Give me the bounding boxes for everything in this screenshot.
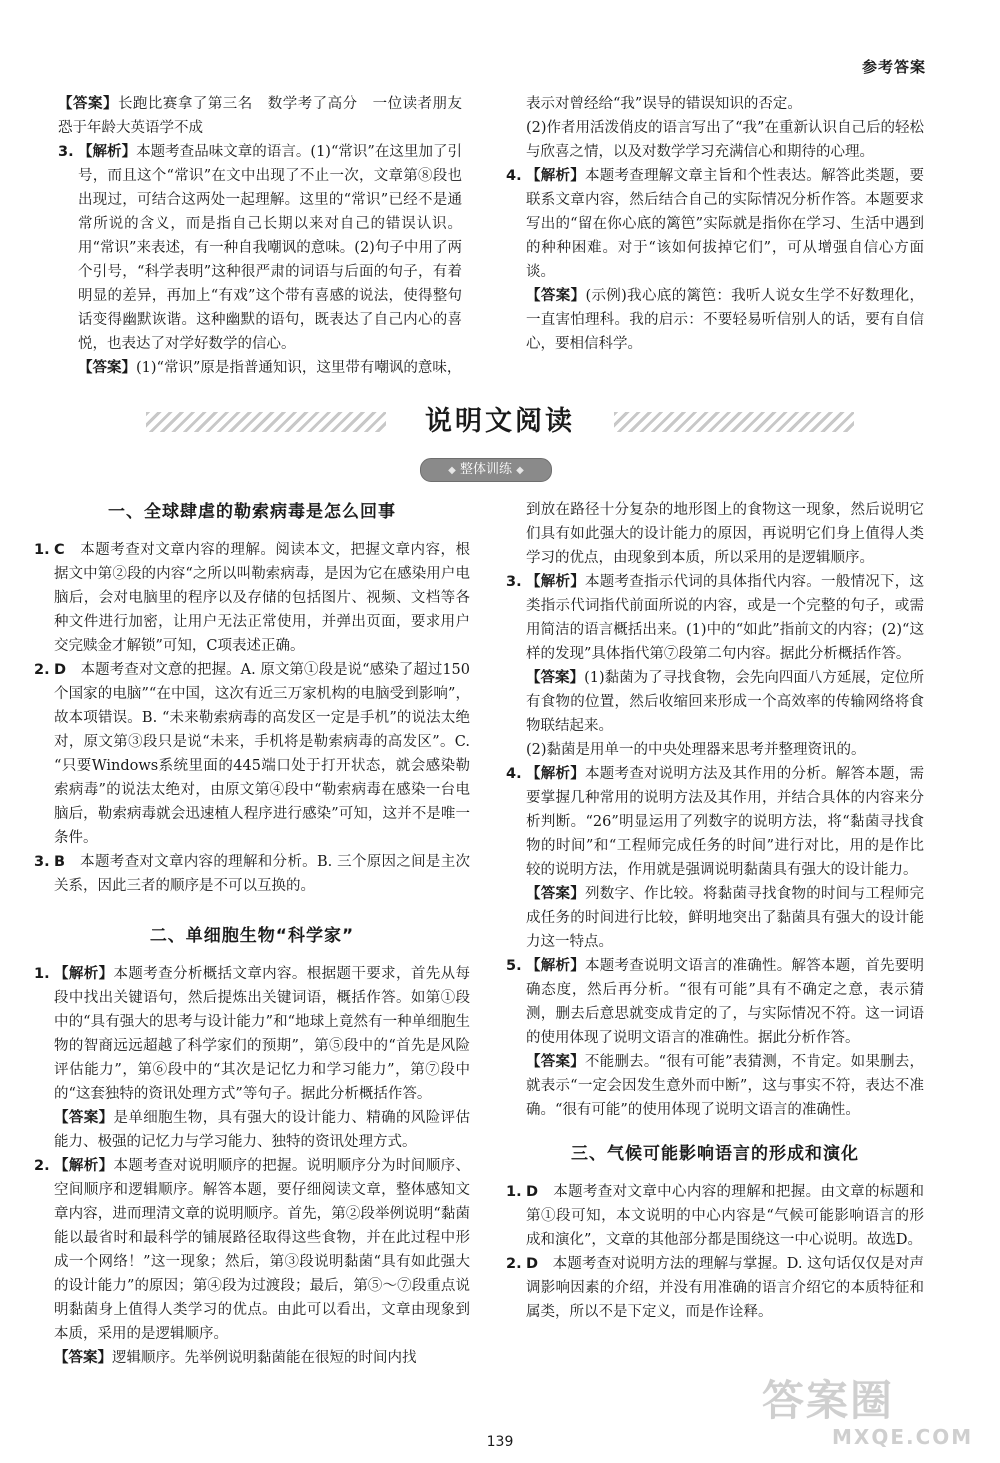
answer-tag: 【答案】: [526, 670, 585, 686]
bottom-right-column: [506, 498, 924, 1324]
page-number: 139: [486, 1434, 514, 1450]
banner-title: 说明文阅读: [390, 402, 610, 442]
answer-tag: 【答案】: [78, 360, 136, 376]
question-number: 3.: [58, 144, 74, 160]
analysis-text: 本题考查说明文语言的准确性。解答本题，首先要明确态度，然后再分析。“很有可能”具有不确定之意，表示猜测，删去后意思就变成肯定的了，与实际情况不符。这一词语的使用体现了说明文语言的准确性。据此分析作答。: [526, 958, 924, 1046]
question-item: [506, 570, 924, 762]
top-left-column: [58, 92, 462, 380]
answer-paragraph: 【答案】长跑比赛拿了第三名 数学考了高分 一位读者朋友恐于年龄大英语学不成: [58, 96, 463, 136]
answer-tag: 【答案】: [526, 1054, 585, 1070]
section-banner: [146, 402, 854, 442]
continued-text: 表示对曾经给“我”误导的错误知识的否定。: [526, 96, 802, 112]
analysis-text: 本题考查品味文章的语言。(1)“常识”在这里加了引号，而且这个“常识”在文中出现了不止一次，文章第⑧段也出现过，可结合这两处一起理解。这里的“常识”已经不是通常所说的含义，而是指自己长期以来对自己的错误认识。用“常识”来表述，有一种自我嘲讽的意味。(2)句子中用了两个引号，“科学表明”这种很严肃的词语与后面的句子，有着明显的差异，再加上“有戏”这个带有喜感的说法，使得整句话变得幽默诙谐。这种幽默的语句，既表达了自己内心的喜悦，也表达了对学好数学的信心。: [78, 144, 462, 352]
answer-tag: 【答案】: [526, 288, 586, 304]
page-header: 参考答案: [861, 58, 926, 76]
continued-text: 到放在路径十分复杂的地形图上的食物这一现象，然后说明它们具有如此强大的设计能力的原因，再说明它们身上值得人类学习的优点，由现象到本质，所以采用的是逻辑顺序。: [526, 502, 924, 566]
question-item: [34, 850, 470, 898]
answer-text: (2)黏菌是用单一的中央处理器来思考并整理资讯的。: [526, 742, 866, 758]
analysis-text: 本题考查指示代词的具体指代内容。一般情况下，这类指示代词指代前面所说的内容，或是一个完整的句子，或需用简洁的语言概括出来。(1)中的“如此”指前文的内容；(2)“这样的发现”具体指代第⑦段第二句内容。据此分析概括作答。: [526, 574, 924, 662]
analysis-text: 本题考查对文章内容的理解。阅读本文，把握文章内容，根据文中第②段的内容“之所以叫勒索病毒，是因为它在感染用户电脑后，会对电脑里的程序以及存储的包括图片、视频、文档等各种文件进行加密，让用户无法正常使用，并弹出页面，要求用户交完赎金才解锁”可知，C项表述正确。: [54, 542, 471, 654]
analysis-tag: 【解析】: [526, 766, 585, 782]
question-number: 2.: [34, 1158, 50, 1174]
question-item: [506, 1180, 924, 1252]
question-item: [506, 954, 924, 1122]
answer-text: (1)“常识”原是指普通知识，这里带有嘲讽的意味，: [136, 360, 462, 376]
analysis-tag: 【解析】: [78, 144, 137, 160]
answer-text: 列数字、作比较。将黏菌寻找食物的时间与工程师完成任务的时间进行比较，鲜明地突出了黏菌具有强大的设计能力这一特点。: [526, 886, 924, 950]
analysis-text: 本题考查对说明方法及其作用的分析。解答本题，需要掌握几种常用的说明方法及其作用，并结合具体的内容来分析判断。“26”明显运用了列数字的说明方法，将“黏菌寻找食物的时间”和“工程师完成任务的时间”进行对比，用的是作比较的说明方法，作用就是强调说明黏菌具有强大的设计能力。: [526, 766, 924, 878]
analysis-text: 本题考查对说明方法的理解与掌握。D. 这句话仅仅是对声调影响因素的介绍，并没有用准确的语言介绍它的本质特征和属类，所以不是下定义，而是作诠释。: [526, 1256, 925, 1320]
answer-tag: 【答案】: [54, 1350, 112, 1366]
diamond-icon: ◆: [516, 465, 524, 476]
question-number: 4.: [506, 168, 522, 184]
question-number: 5.: [506, 958, 522, 974]
answer-tag: 【答案】: [54, 1110, 114, 1126]
diamond-icon: ◆: [448, 465, 456, 476]
banner-stripes-left: [146, 412, 386, 432]
answer-text: 逻辑顺序。先举例说明黏菌能在很短的时间内找: [112, 1350, 417, 1366]
question-number: 1.: [506, 1184, 522, 1200]
question-item: [34, 962, 470, 1154]
analysis-tag: 【解析】: [526, 574, 585, 590]
watermark-en: MXQE.COM: [832, 1425, 974, 1449]
question-item: [58, 140, 462, 380]
choice-answer: D: [54, 662, 67, 678]
choice-answer: C: [54, 542, 65, 558]
question-item: [506, 164, 924, 356]
question-number: 3.: [506, 574, 522, 590]
analysis-text: 本题考查对说明顺序的把握。说明顺序分为时间顺序、空间顺序和逻辑顺序。解答本题，要仔细阅读文章，整体感知文章内容，进而理清文章的说明顺序。首先，第②段举例说明“黏菌能以最省时和最科学的铺展路径取得这些食物，并在此过程中形成一个网络！”这一现象；然后，第③段说明黏菌“具有如此强大的设计能力”的原因；第④段为过渡段；最后，第⑤～⑦段重点说明黏菌身上值得人类学习的优点。由此可以看出，文章由现象到本质，采用的是逻辑顺序。: [54, 1158, 471, 1342]
question-number: 1.: [34, 542, 50, 558]
analysis-text: 本题考查对文意的把握。A. 原文第①段是说“感染了超过150个国家的电脑”“在中国，这次有近三万家机构的电脑受到影响”，故本项错误。B. “未来勒索病毒的高发区一定是手机”的说法太绝对，原文第③段只是说“未来，手机将是勒索病毒的高发区”。C. “只要Windows系统里面的445端口处于打开状态，就会感染勒索病毒”的说法太绝对，由原文第④段中“勒索病毒在感染一台电脑后，勒索病毒就会迅速植人程序进行感染”可知，这并不是唯一条件。: [54, 662, 471, 846]
question-number: 2.: [34, 662, 50, 678]
bottom-left-column: [34, 494, 470, 1370]
question-number: 1.: [34, 966, 50, 982]
answer-text: 是单细胞生物，具有强大的设计能力、精确的风险评估能力、极强的记忆力与学习能力、独特的资讯处理方式。: [54, 1110, 471, 1150]
answer-tag: 【答案】: [58, 96, 118, 112]
answer-tag: 【答案】: [526, 886, 585, 902]
pill-label: 整体训练: [459, 462, 512, 477]
choice-answer: D: [526, 1184, 539, 1200]
section-title: 二、单细胞生物“科学家”: [149, 926, 355, 946]
question-item: [34, 538, 470, 658]
practice-pill: [420, 458, 552, 482]
answer-text: (示例)我心底的篱笆：我听人说女生学不好数理化，一直害怕理科。我的启示：不要轻易听信别人的话，要有自信心，要相信科学。: [526, 288, 925, 352]
answer-text: (1)黏菌为了寻找食物，会先向四面八方延展，定位所有食物的位置，然后收缩回来形成一个高效率的传输网络将食物联结起来。: [526, 670, 924, 734]
choice-answer: D: [526, 1256, 539, 1272]
answer-text: 不能删去。“很有可能”表猜测，不肯定。如果删去，就表示“一定会因发生意外而中断”，这与事实不符，表达不准确。“很有可能”的使用体现了说明文语言的准确性。: [526, 1054, 925, 1118]
section-title: 三、气候可能影响语言的形成和演化: [571, 1144, 859, 1164]
banner-stripes-right: [614, 412, 854, 432]
question-item: [506, 1252, 924, 1324]
question-item: [34, 658, 470, 850]
top-right-column: [506, 92, 924, 356]
analysis-tag: 【解析】: [54, 1158, 114, 1174]
watermark-cn: 答案圈: [762, 1376, 895, 1425]
question-number: 3.: [34, 854, 50, 870]
section-title: 一、全球肆虐的勒索病毒是怎么回事: [108, 502, 396, 522]
question-item: [34, 1154, 470, 1370]
question-number: 2.: [506, 1256, 522, 1272]
analysis-text: 本题考查对文章中心内容的理解和把握。由文章的标题和第①段可知，本文说明的中心内容是“气候可能影响语言的形成和演化”，文章的其他部分都是围绕这一中心说明。故选D。: [526, 1184, 925, 1248]
analysis-tag: 【解析】: [526, 958, 585, 974]
analysis-tag: 【解析】: [526, 168, 585, 184]
question-number: 4.: [506, 766, 522, 782]
continued-text: (2)作者用活泼俏皮的语言写出了“我”在重新认识自己后的轻松与欣喜之情，以及对数学学习充满信心和期待的心理。: [526, 120, 924, 160]
analysis-text: 本题考查理解文章主旨和个性表达。解答此类题，要联系文章内容，然后结合自己的实际情况分析作答。本题要求写出的“留在你心底的篱笆”实际就是指你在学习、生活中遇到的种种困难。对于“该如何拔掉它们”，可从增强自信心方面谈。: [526, 168, 924, 280]
question-item: [506, 762, 924, 954]
watermark-logo: [762, 1377, 982, 1455]
analysis-text: 本题考查分析概括文章内容。根据题干要求，首先从每段中找出关键语句，然后提炼出关键词语，概括作答。如第①段中的“具有强大的思考与设计能力”和“地球上竟然有一种单细胞生物的智商远远超越了科学家们的预期”，第⑤段中的“首先是风险评估能力”，第⑥段中的“其次是记忆力和学习能力”，第⑦段中的“这套独特的资讯处理方式”等句子。据此分析概括作答。: [54, 966, 471, 1102]
analysis-text: 本题考查对文章内容的理解和分析。B. 三个原因之间是主次关系，因此三者的顺序是不可以互换的。: [54, 854, 471, 894]
analysis-tag: 【解析】: [54, 966, 114, 982]
choice-answer: B: [54, 854, 66, 870]
